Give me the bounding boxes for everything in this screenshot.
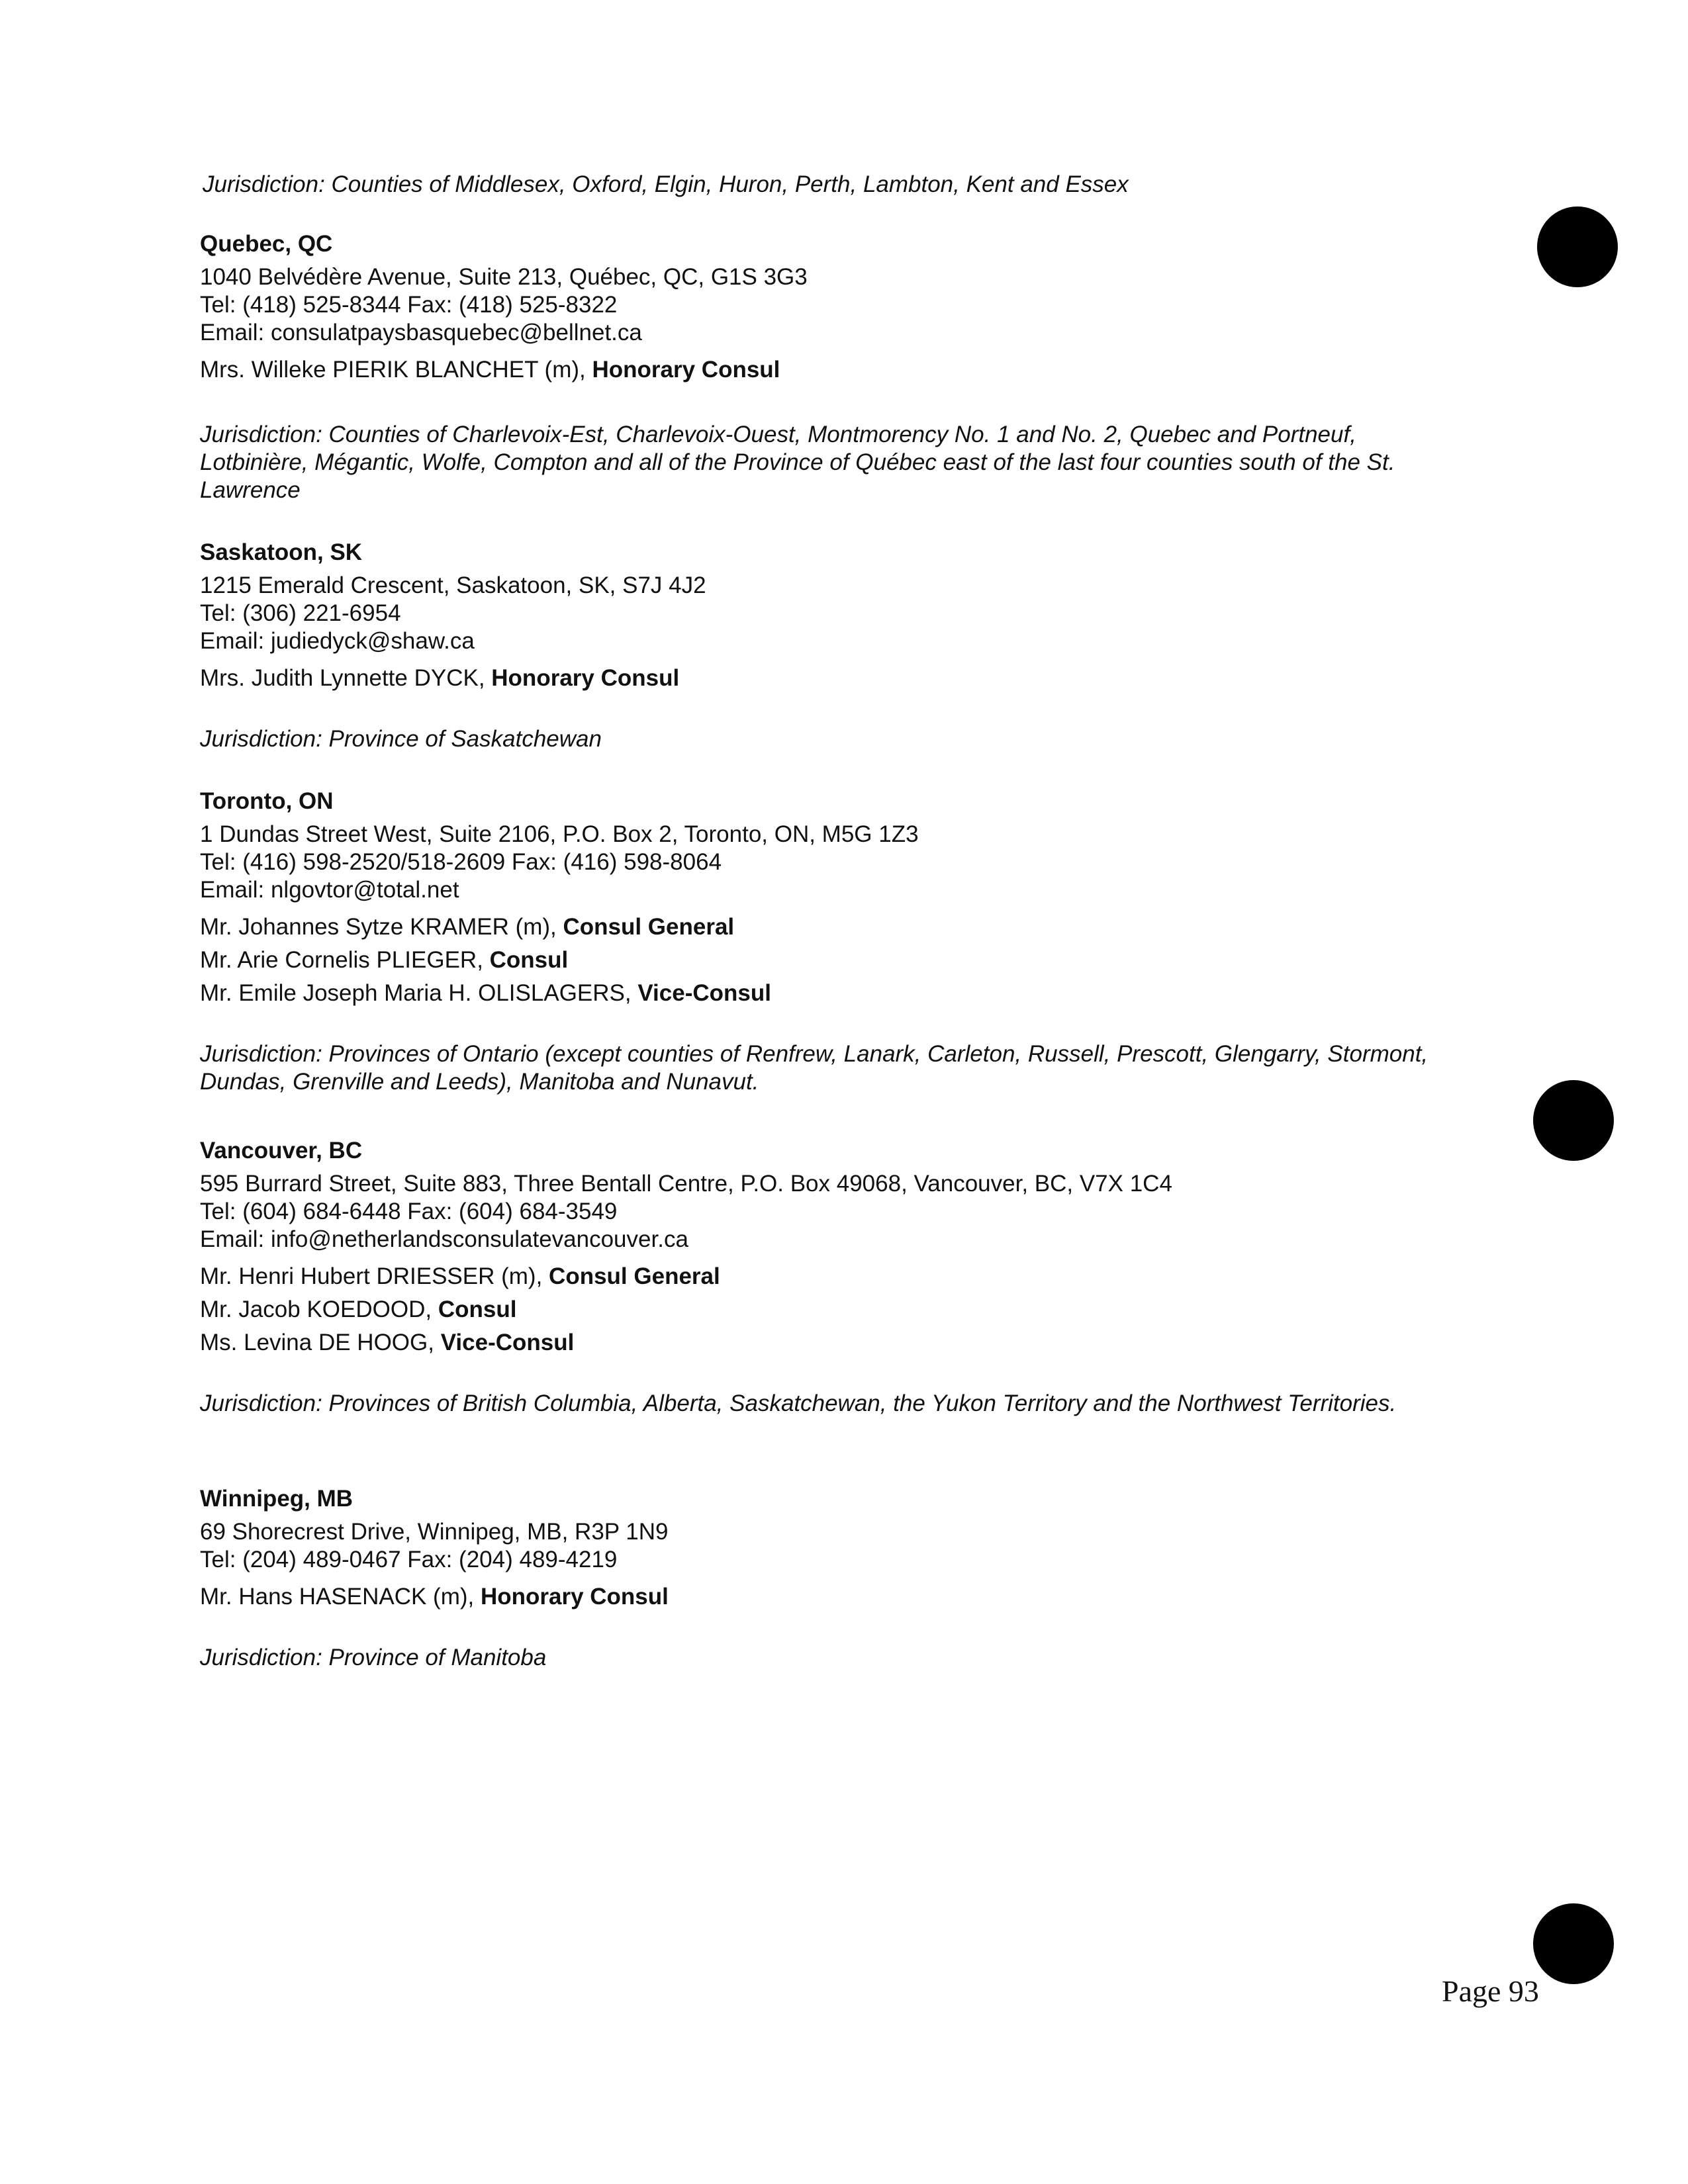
jurisdiction-text: Jurisdiction: Provinces of British Columbia, Alberta, Saskatchewan, the Yukon Territory and the Northwest Territories. bbox=[200, 1390, 1397, 1416]
office-city: Quebec, QC bbox=[200, 231, 333, 257]
jurisdiction-text: Jurisdiction: Counties of Middlesex, Oxford, Elgin, Huron, Perth, Lambton, Kent and Essex bbox=[203, 171, 1129, 197]
office-address: 69 Shorecrest Drive, Winnipeg, MB, R3P 1N9 bbox=[200, 1519, 669, 1545]
staff-entry bbox=[200, 1296, 516, 1324]
office-city: Winnipeg, MB bbox=[200, 1486, 353, 1512]
staff-title: Consul bbox=[489, 947, 569, 973]
office-address: 1215 Emerald Crescent, Saskatoon, SK, S7J 4J2 bbox=[200, 572, 706, 598]
jurisdiction-text: Jurisdiction: Province of Saskatchewan bbox=[200, 726, 602, 752]
jurisdiction-text: Lawrence bbox=[200, 477, 301, 503]
jurisdiction-text: Jurisdiction: Counties of Charlevoix-Est, Charlevoix-Ouest, Montmorency No. 1 and No. 2, Quebec and Portneuf, bbox=[200, 422, 1356, 447]
punch-hole-bottom bbox=[1533, 1903, 1614, 1984]
punch-hole-middle bbox=[1533, 1080, 1614, 1161]
office-email: Email: consulatpaysbasquebec@bellnet.ca bbox=[200, 320, 642, 345]
staff-name: Mrs. Judith Lynnette DYCK, bbox=[200, 665, 492, 691]
staff-name: Mr. Hans HASENACK (m), bbox=[200, 1584, 481, 1610]
staff-title: Honorary Consul bbox=[592, 357, 780, 383]
staff-entry bbox=[200, 1263, 720, 1291]
staff-title: Vice-Consul bbox=[440, 1330, 575, 1355]
office-address: 1040 Belvédère Avenue, Suite 213, Québec, QC, G1S 3G3 bbox=[200, 264, 808, 290]
staff-name: Mr. Henri Hubert DRIESSER (m), bbox=[200, 1263, 549, 1289]
staff-name: Mrs. Willeke PIERIK BLANCHET (m), bbox=[200, 357, 592, 383]
staff-name: Mr. Emile Joseph Maria H. OLISLAGERS, bbox=[200, 980, 638, 1006]
staff-name: Ms. Levina DE HOOG, bbox=[200, 1330, 441, 1355]
office-email: Email: judiedyck@shaw.ca bbox=[200, 628, 475, 654]
staff-title: Honorary Consul bbox=[480, 1584, 669, 1610]
office-phone: Tel: (416) 598-2520/518-2609 Fax: (416) 598-8064 bbox=[200, 849, 722, 875]
staff-title: Consul bbox=[438, 1297, 517, 1322]
office-phone: Tel: (604) 684-6448 Fax: (604) 684-3549 bbox=[200, 1199, 618, 1224]
page-number: Page 93 bbox=[1442, 1974, 1539, 2008]
jurisdiction-text: Lotbinière, Mégantic, Wolfe, Compton and all of the Province of Québec east of the last four counties south of the St. bbox=[200, 449, 1395, 475]
staff-title: Vice-Consul bbox=[637, 980, 771, 1006]
office-address: 1 Dundas Street West, Suite 2106, P.O. Box 2, Toronto, ON, M5G 1Z3 bbox=[200, 821, 919, 847]
punch-hole-top bbox=[1537, 206, 1618, 287]
staff-title: Honorary Consul bbox=[491, 665, 680, 691]
jurisdiction-text: Dundas, Grenville and Leeds), Manitoba and Nunavut. bbox=[200, 1069, 759, 1095]
staff-entry bbox=[200, 979, 771, 1007]
office-phone: Tel: (204) 489-0467 Fax: (204) 489-4219 bbox=[200, 1547, 618, 1572]
office-city: Toronto, ON bbox=[200, 788, 334, 814]
jurisdiction-text: Jurisdiction: Province of Manitoba bbox=[200, 1645, 547, 1670]
staff-name: Mr. Johannes Sytze KRAMER (m), bbox=[200, 914, 563, 940]
staff-entry bbox=[200, 946, 568, 974]
staff-entry bbox=[200, 664, 679, 692]
staff-title: Consul General bbox=[549, 1263, 720, 1289]
staff-entry bbox=[200, 913, 734, 941]
staff-entry bbox=[200, 1329, 574, 1357]
staff-name: Mr. Arie Cornelis PLIEGER, bbox=[200, 947, 490, 973]
staff-name: Mr. Jacob KOEDOOD, bbox=[200, 1297, 438, 1322]
jurisdiction-text: Jurisdiction: Provinces of Ontario (except counties of Renfrew, Lanark, Carleton, Russell, Prescott, Glengarry, Stormont, bbox=[200, 1041, 1429, 1067]
office-phone: Tel: (418) 525-8344 Fax: (418) 525-8322 bbox=[200, 292, 618, 318]
staff-title: Consul General bbox=[563, 914, 735, 940]
office-city: Saskatoon, SK bbox=[200, 539, 363, 565]
office-city: Vancouver, BC bbox=[200, 1138, 363, 1163]
office-email: Email: info@netherlandsconsulatevancouver.ca bbox=[200, 1226, 688, 1252]
office-phone: Tel: (306) 221-6954 bbox=[200, 600, 401, 626]
staff-entry bbox=[200, 1583, 669, 1611]
staff-entry bbox=[200, 356, 780, 384]
office-email: Email: nlgovtor@total.net bbox=[200, 877, 459, 903]
office-address: 595 Burrard Street, Suite 883, Three Bentall Centre, P.O. Box 49068, Vancouver, BC, V7X 1C4 bbox=[200, 1171, 1172, 1197]
